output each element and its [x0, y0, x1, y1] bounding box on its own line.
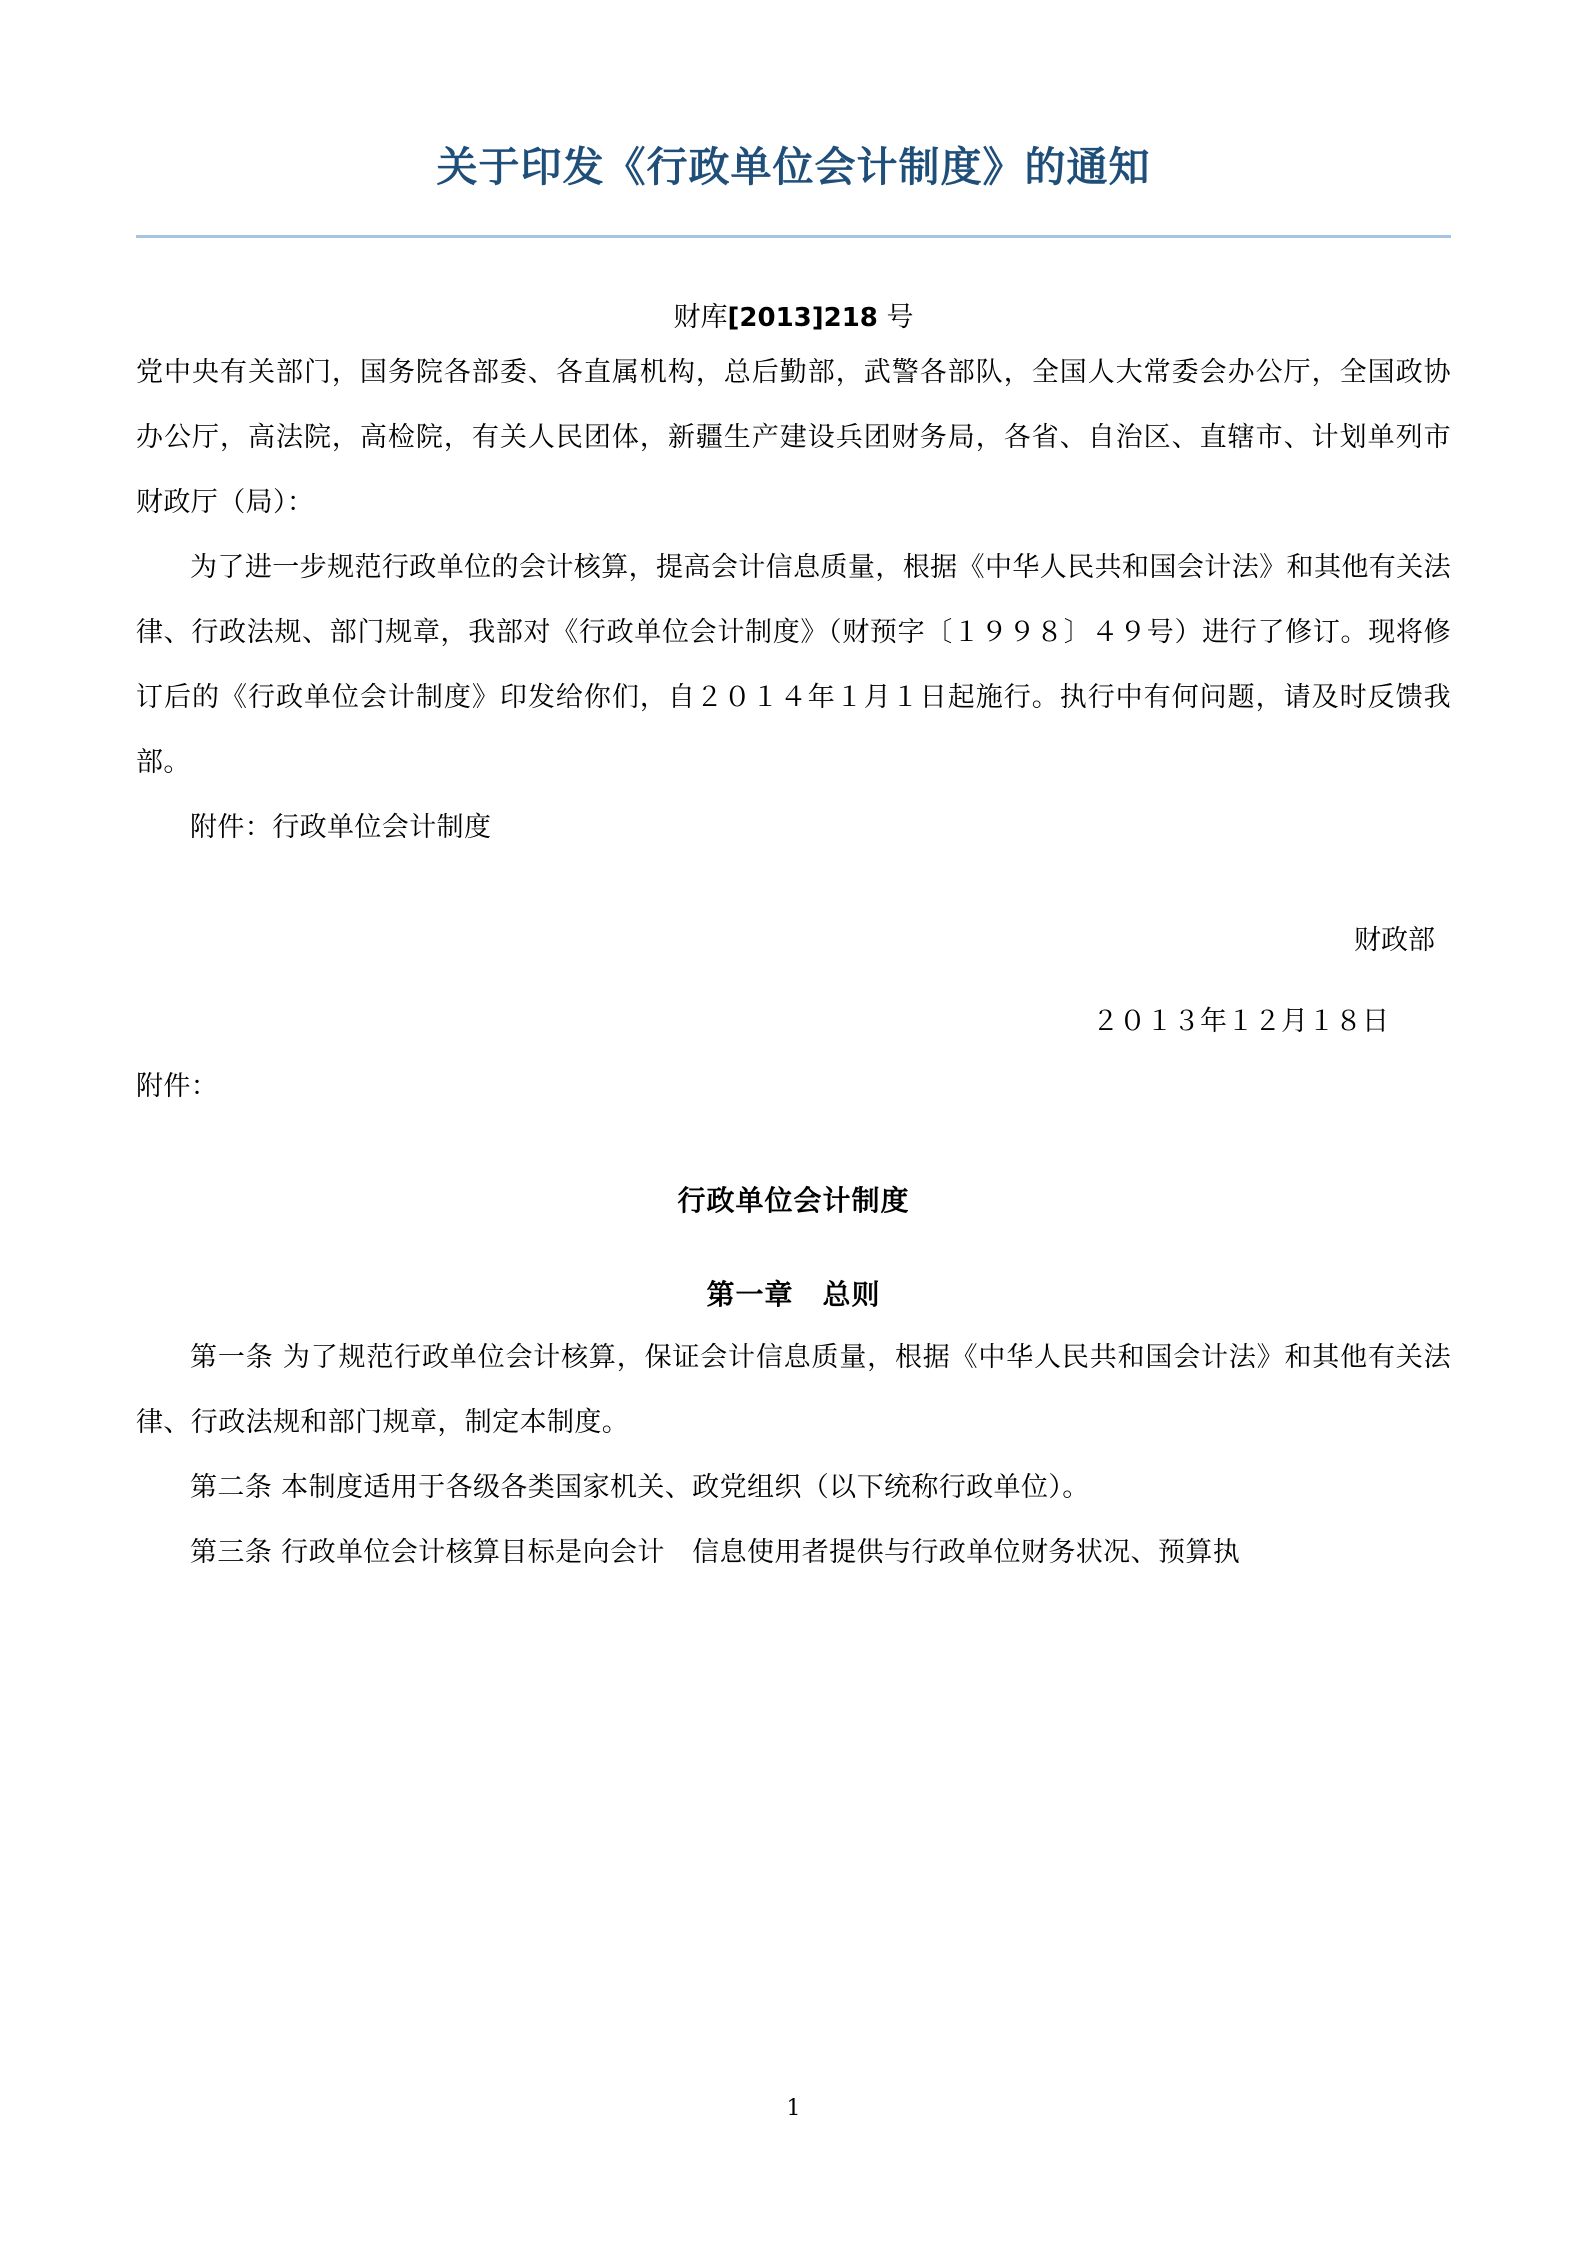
article-item: 第二条 本制度适用于各级各类国家机关、政党组织（以下统称行政单位）。: [190, 1471, 1090, 1503]
page-title: 关于印发《行政单位会计制度》的通知: [436, 143, 1151, 191]
article-item: 第一条 为了规范行政单位会计核算，保证会计信息质量，根据《中华人民共和国会计法》和其他有关法律、行政法规和部门规章，制定本制度。: [136, 1341, 1451, 1438]
attachment-title: 行政单位会计制度: [677, 1183, 910, 1217]
title-divider: [136, 235, 1451, 238]
chapter-heading: 第一章 总则: [706, 1277, 881, 1311]
document-number: [136, 296, 1451, 340]
page-number: 1: [786, 2096, 801, 2121]
article-item: 第三条 行政单位会计核算目标是向会计 信息使用者提供与行政单位财务状况、预算执: [190, 1536, 1241, 1568]
document-number-prefix: 财库: [673, 302, 728, 334]
document-content: [136, 0, 1451, 1585]
notice-date: ２０１３年１２月１８日: [1092, 1005, 1389, 1037]
notice-signer: 财政部: [1354, 924, 1435, 956]
document-number-suffix: 号: [886, 302, 914, 334]
notice-attachment-line: 附件：行政单位会计制度: [190, 811, 492, 843]
document-number-code: [2013]218: [727, 303, 878, 334]
notice-recipients: 党中央有关部门，国务院各部委、各直属机构，总后勤部，武警各部队，全国人大常委会办公厅，全国政协办公厅，高法院，高检院，有关人民团体，新疆生产建设兵团财务局，各省、自治区、直辖市、计划单列市财政厅（局）：: [136, 356, 1451, 518]
attachment-label: 附件：: [136, 1070, 219, 1102]
notice-body: 为了进一步规范行政单位的会计核算，提高会计信息质量，根据《中华人民共和国会计法》和其他有关法律、行政法规、部门规章，我部对《行政单位会计制度》（财预字〔１９９８〕４９号）进行了修订。现将修订后的《行政单位会计制度》印发给你们，自２０１４年１月１日起施行。执行中有何问题，请及时反馈我部。: [136, 551, 1451, 778]
